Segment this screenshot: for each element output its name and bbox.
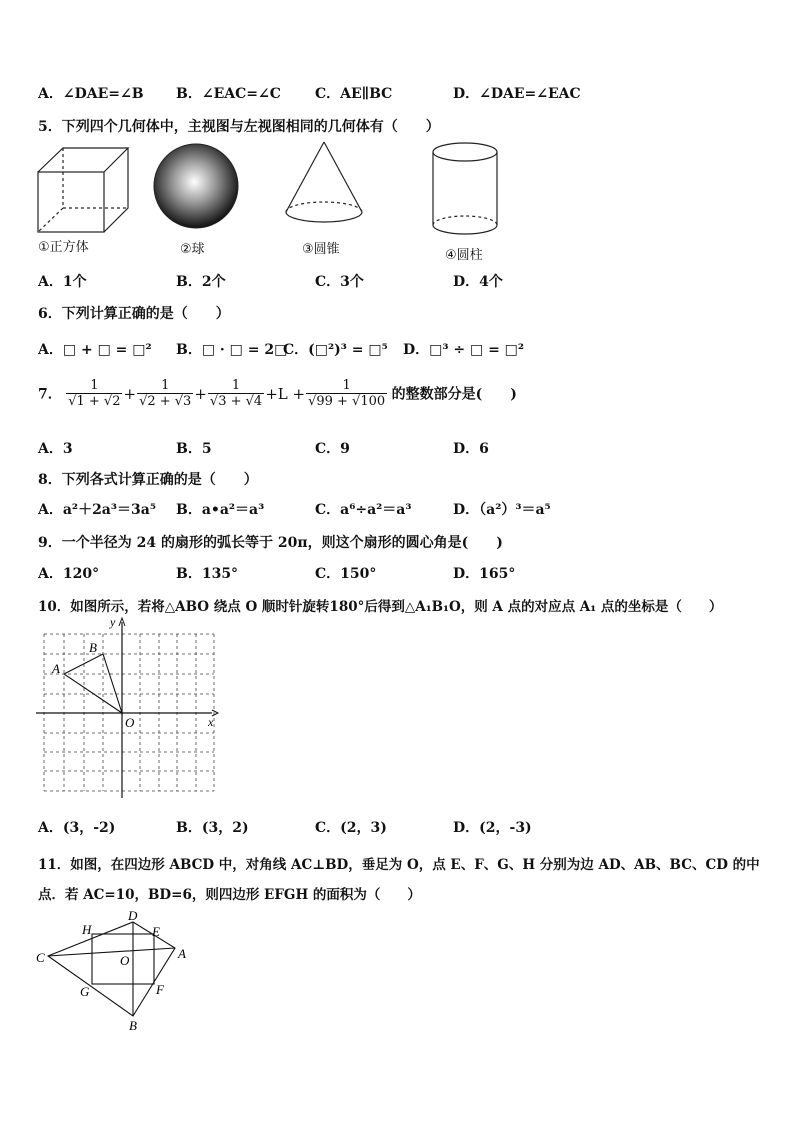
q7-option-a: A．3 (38, 441, 73, 457)
q9-option-c: C．150° (315, 566, 377, 582)
q7-option-c: C．9 (315, 441, 350, 457)
q7-question: 7． $\frac{1}{√1 + √2}$ + $\frac{1}{√2 + √3}$ + $\frac{1}{√3 + √4}$ +L + $\frac{1}{√99 + √100}$ 的整数部分是( ) (38, 378, 517, 409)
point-h-label: H (82, 922, 92, 937)
q7-ellipsis: +L + (265, 384, 306, 403)
q4-option-d: D．∠DAE=∠EAC (453, 86, 581, 102)
q10-option-a: A．(3，-2) (38, 820, 116, 836)
q7-option-d: D．6 (453, 441, 489, 457)
q4-option-c: C．AE∥BC (315, 86, 393, 102)
q10-coordinate-grid (36, 616, 226, 802)
vertex-d-label: D (128, 908, 138, 923)
q10-option-b: B．(3，2) (176, 820, 249, 836)
vertex-c-label: C (36, 950, 45, 965)
q5-option-d: D．4个 (453, 274, 503, 290)
q11-question-line2: 点．若 AC=10，BD=6，则四边形 EFGH 的面积为（ ） (38, 887, 421, 903)
q10-option-c: C．(2，3) (315, 820, 387, 836)
q8-option-b: B．a•a²＝a³ (176, 502, 265, 518)
q9-option-a: A．120° (38, 566, 100, 582)
cylinder-label: ④圆柱 (445, 248, 483, 263)
sphere-figure (154, 144, 238, 228)
q9-question: 9．一个半径为 24 的扇形的弧长等于 20π，则这个扇形的圆心角是( ) (38, 535, 503, 551)
q10-question: 10．如图所示，若将△ABO 绕点 O 顺时针旋转180°后得到△A₁B₁O，则 A 点的对应点 A₁ 点的坐标是（ ） (38, 599, 723, 615)
q7-number: 7． (38, 386, 62, 403)
y-axis-label: y (110, 616, 116, 629)
q8-option-d: D．（a²）³＝a⁵ (453, 502, 551, 518)
q7-fraction-last: $\frac{1}{√99 + √100}$ (308, 378, 386, 409)
vertex-b-label: B (129, 1018, 137, 1033)
point-b-label: B (89, 640, 97, 655)
point-f-label: F (156, 982, 164, 997)
q11-question-line1: 11．如图，在四边形 ABCD 中，对角线 AC⊥BD，垂足为 O，点 E、F、G、H 分别为边 AD、AB、BC、CD 的中 (38, 857, 760, 873)
q6-question: 6．下列计算正确的是（ ） (38, 306, 230, 322)
triangle-abo (64, 654, 122, 713)
q7-option-b: B．5 (176, 441, 212, 457)
q5-question: 5．下列四个几何体中，主视图与左视图相同的几何体有（ ） (38, 119, 440, 135)
q8-option-a: A．a²＋2a³＝3a⁵ (38, 502, 156, 518)
q5-option-c: C．3个 (315, 274, 364, 290)
cone-label: ③圆锥 (302, 242, 340, 257)
cube-figure (38, 148, 128, 232)
q6-option-c: C．(□²)³ = □⁵ (283, 342, 388, 358)
x-axis-label: x (208, 715, 214, 729)
q11-quadrilateral-figure (30, 906, 200, 1034)
cone-figure (286, 142, 362, 222)
q8-question: 8．下列各式计算正确的是（ ） (38, 472, 258, 488)
point-a-label: A (52, 661, 60, 676)
cylinder-figure (433, 143, 497, 234)
point-e-label: E (152, 924, 160, 939)
origin-label: O (125, 715, 135, 730)
point-o-label: O (120, 953, 130, 968)
q6-option-a: A．□ + □ = □² (38, 342, 152, 358)
point-g-label: G (80, 984, 90, 999)
q5-option-a: A．1个 (38, 274, 87, 290)
cube-label: ①正方体 (38, 240, 89, 255)
vertex-a-label: A (178, 946, 186, 961)
q4-option-b: B．∠EAC=∠C (176, 86, 281, 102)
q7-fraction-3: $\frac{1}{√3 + √4}$ (209, 378, 263, 409)
sphere-label: ②球 (180, 242, 205, 257)
q4-option-a: A．∠DAE=∠B (38, 86, 144, 102)
q7-fraction-2: $\frac{1}{√2 + √3}$ (139, 378, 192, 409)
q10-option-d: D．(2，-3) (453, 820, 532, 836)
q6-option-d: D．□³ ÷ □ = □² (403, 342, 525, 358)
q8-option-c: C．a⁶÷a²＝a³ (315, 502, 412, 518)
q7-suffix: 的整数部分是( ) (391, 386, 517, 403)
q6-option-b: B．□ · □ = 2□ (176, 342, 288, 358)
q9-option-d: D．165° (453, 566, 516, 582)
q9-option-b: B．135° (176, 566, 239, 582)
q5-solids-figure (30, 140, 510, 265)
q7-fraction-1: $\frac{1}{√1 + √2}$ (68, 378, 121, 409)
q5-option-b: B．2个 (176, 274, 226, 290)
